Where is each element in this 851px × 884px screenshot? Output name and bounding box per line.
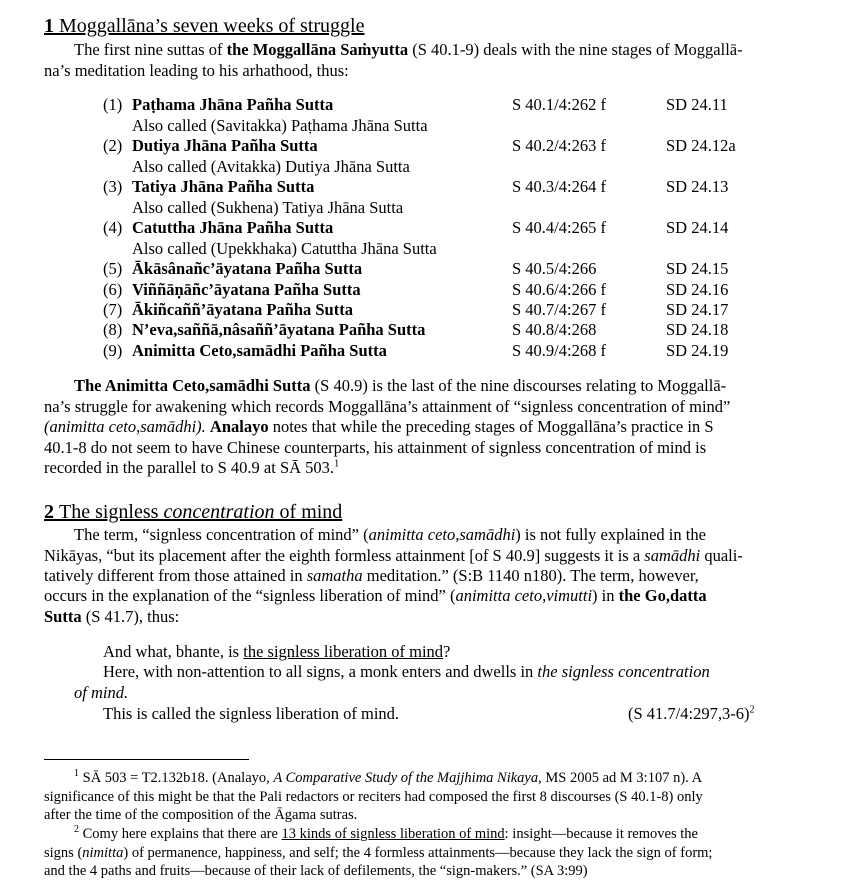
sutta-alt-name: Also called (Avitakka) Dutiya Jhāna Sutta bbox=[132, 157, 410, 176]
sutta-title: N’eva,saññā,nâsaññ’āyatana Pañha Sutta bbox=[132, 320, 426, 339]
sutta-sd-number: SD 24.14 bbox=[666, 218, 729, 237]
footnote-text: signs ( bbox=[44, 845, 83, 861]
fn1-line-2: significance of this might be that the Pali redactors or reciters had composed the first 8 discourses (S 40.1-8) only bbox=[44, 789, 703, 805]
footnote-text: : insight—because it removes the bbox=[504, 826, 698, 842]
sutta-sd-number: SD 24.13 bbox=[666, 177, 729, 196]
para2-line-2: na’s struggle for awakening which records Moggallāna’s attainment of “signless concentration of mind” bbox=[44, 397, 731, 416]
pali-term: animitta ceto,vimutti bbox=[455, 586, 593, 605]
footnote-text: ) of permanence, happiness, and self; the 4 formless attainments—because they lack the sign of form; bbox=[123, 845, 713, 861]
s2-line-5 bbox=[44, 607, 179, 627]
sutta-title: Dutiya Jhāna Pañha Sutta bbox=[132, 136, 318, 155]
sutta-reference: S 40.2/4:263 f bbox=[512, 136, 606, 155]
s2-line-3 bbox=[44, 566, 699, 586]
sutta-sd-number: SD 24.15 bbox=[666, 259, 729, 278]
sutta-title: Catuttha Jhāna Pañha Sutta bbox=[132, 218, 334, 237]
sutta-reference: S 40.1/4:262 f bbox=[512, 95, 606, 114]
sutta-number: (7) bbox=[103, 300, 123, 319]
sutta-number: (9) bbox=[103, 341, 123, 360]
sutta-sd-number: SD 24.18 bbox=[666, 320, 729, 339]
para-text: quali- bbox=[700, 546, 743, 565]
quote-italic: the signless concentration bbox=[537, 662, 710, 681]
fn1-line-3: after the time of the composition of the Āgama sutras. bbox=[44, 807, 358, 823]
sutta-reference: S 40.5/4:266 bbox=[512, 259, 597, 278]
sutta-number: (1) bbox=[103, 95, 123, 114]
sutta-reference: S 40.4/4:265 f bbox=[512, 218, 606, 237]
sutta-alt-name: Also called (Savitakka) Paṭhama Jhāna Sutta bbox=[132, 116, 428, 135]
para-text: The term, “signless concentration of mind” ( bbox=[74, 525, 369, 544]
sutta-sd-number: SD 24.11 bbox=[666, 95, 728, 114]
footnote-ref-1[interactable]: 1 bbox=[334, 458, 340, 470]
sutta-number: (4) bbox=[103, 218, 123, 237]
para-text: notes that while the preceding stages of Moggallāna’s practice in S bbox=[268, 417, 714, 436]
sutta-number: (2) bbox=[103, 136, 123, 155]
sutta-number: (5) bbox=[103, 259, 123, 278]
para-text: tatively different from those attained in bbox=[44, 566, 307, 585]
sutta-sd-number: SD 24.17 bbox=[666, 300, 729, 319]
para-text: recorded in the parallel to S 40.9 at SĀ 503. bbox=[44, 458, 335, 477]
sutta-number: (6) bbox=[103, 280, 123, 299]
sutta-sd-number: SD 24.19 bbox=[666, 341, 729, 360]
quote-line-2 bbox=[103, 662, 710, 682]
quote-text: ? bbox=[443, 642, 451, 661]
quote-line-1 bbox=[103, 642, 450, 662]
sutta-reference: S 40.9/4:268 f bbox=[512, 341, 606, 360]
intro-text: The first nine suttas of bbox=[74, 40, 227, 59]
section-2-title: The signless bbox=[59, 501, 164, 523]
reference-text: (S 41.7/4:297,3-6) bbox=[628, 704, 750, 723]
pali-term: samatha bbox=[306, 566, 363, 585]
intro-text: (S 40.1-9) deals with the nine stages of Moggallā- bbox=[408, 40, 743, 59]
sutta-title: Ākiñcaññ’āyatana Pañha Sutta bbox=[132, 300, 353, 319]
quote-line-4: This is called the signless liberation of mind. bbox=[103, 704, 400, 723]
para2-line-4: 40.1-8 do not seem to have Chinese counterparts, his attainment of signless concentration of mind is bbox=[44, 438, 707, 457]
para-text: Nikāyas, “but its placement after the eighth formless attainment [of S 40.9] suggests it is a bbox=[44, 546, 645, 565]
quote-line-3: of mind. bbox=[74, 683, 129, 702]
quote-text: And what, bhante, is bbox=[103, 642, 244, 661]
sutta-name: the Go,datta bbox=[618, 586, 707, 605]
sutta-number: (3) bbox=[103, 177, 123, 196]
sutta-title: Animitta Ceto,samādhi Pañha Sutta bbox=[132, 341, 387, 360]
para2-line-1 bbox=[74, 376, 726, 396]
pali-term: nimitta bbox=[82, 845, 124, 861]
sutta-alt-name: Also called (Upekkhaka) Catuttha Jhāna Sutta bbox=[132, 239, 437, 258]
fn2-line-2 bbox=[44, 844, 712, 862]
sutta-reference: S 40.7/4:267 f bbox=[512, 300, 606, 319]
intro-line-2: na’s meditation leading to his arhathood, thus: bbox=[44, 61, 349, 80]
sutta-name: Sutta bbox=[44, 607, 82, 626]
sutta-number: (8) bbox=[103, 320, 123, 339]
footnote-mark: 1 bbox=[74, 768, 79, 780]
s2-line-2 bbox=[44, 546, 743, 566]
book-title: A Comparative Study of the Majjhima Nikaya, bbox=[273, 770, 542, 786]
footnote-text: Comy here explains that there are bbox=[79, 826, 282, 842]
author-name: Analayo bbox=[209, 417, 269, 436]
s2-line-4 bbox=[44, 586, 707, 606]
pali-term: samādhi bbox=[644, 546, 701, 565]
intro-line-1 bbox=[74, 40, 743, 60]
sutta-reference: S 40.8/4:268 bbox=[512, 320, 597, 339]
sutta-sd-number: SD 24.12a bbox=[666, 136, 736, 155]
para2-line-3 bbox=[44, 417, 714, 437]
section-1-number: 1 bbox=[44, 15, 54, 37]
footnote-underlined: 13 kinds of signless liberation of mind bbox=[281, 826, 505, 842]
footnote-mark: 2 bbox=[74, 824, 79, 836]
section-2-title-italic: concentration bbox=[163, 501, 275, 523]
sutta-title: Viññāṇāñc’āyatana Pañha Sutta bbox=[132, 280, 361, 299]
quote-text: Here, with non-attention to all signs, a monk enters and dwells in bbox=[103, 662, 538, 681]
s2-line-1 bbox=[74, 525, 706, 545]
sutta-reference: S 40.6/4:266 f bbox=[512, 280, 606, 299]
footnote-text: MS 2005 ad M 3:107 n). A bbox=[541, 770, 703, 786]
quote-underlined: the signless liberation of mind bbox=[243, 642, 444, 661]
para-text: (S 40.9) is the last of the nine discourses relating to Moggallā- bbox=[310, 376, 727, 395]
para2-line-5 bbox=[44, 458, 339, 478]
pali-term: animitta ceto,samādhi bbox=[368, 525, 516, 544]
samyutta-name: the Moggallāna Saṁyutta bbox=[226, 40, 409, 59]
fn2-line-1 bbox=[74, 825, 698, 843]
footnote-separator bbox=[44, 759, 249, 760]
para-text: ) in bbox=[592, 586, 619, 605]
sutta-title: Ākāsânañc’āyatana Pañha Sutta bbox=[132, 259, 363, 278]
para-text: occurs in the explanation of the “signless liberation of mind” ( bbox=[44, 586, 456, 605]
section-1-title: Moggallāna’s seven weeks of struggle bbox=[59, 15, 365, 37]
quote-reference bbox=[628, 704, 754, 724]
sutta-title: Paṭhama Jhāna Pañha Sutta bbox=[132, 95, 334, 114]
pali-term: (animitta ceto,samādhi). bbox=[44, 417, 206, 436]
fn2-line-3: and the 4 paths and fruits—because of their lack of defilements, the “sign-makers.” (SA 3:99) bbox=[44, 863, 588, 879]
fn1-line-1 bbox=[74, 769, 702, 787]
sutta-title: Tatiya Jhāna Pañha Sutta bbox=[132, 177, 315, 196]
section-1-heading bbox=[44, 14, 364, 38]
section-2-heading bbox=[44, 500, 342, 524]
sutta-name: The Animitta Ceto,samādhi Sutta bbox=[74, 376, 311, 395]
section-2-number: 2 bbox=[44, 501, 54, 523]
para-text: (S 41.7), thus: bbox=[81, 607, 180, 626]
sutta-sd-number: SD 24.16 bbox=[666, 280, 729, 299]
footnote-ref-2[interactable]: 2 bbox=[749, 704, 755, 716]
para-text: meditation.” (S:B 1140 n180). The term, however, bbox=[362, 566, 699, 585]
footnote-text: SĀ 503 = T2.132b18. (Analayo, bbox=[79, 770, 274, 786]
para-text: ) is not fully explained in the bbox=[515, 525, 706, 544]
sutta-alt-name: Also called (Sukhena) Tatiya Jhāna Sutta bbox=[132, 198, 404, 217]
section-2-title: of mind bbox=[274, 501, 343, 523]
sutta-reference: S 40.3/4:264 f bbox=[512, 177, 606, 196]
